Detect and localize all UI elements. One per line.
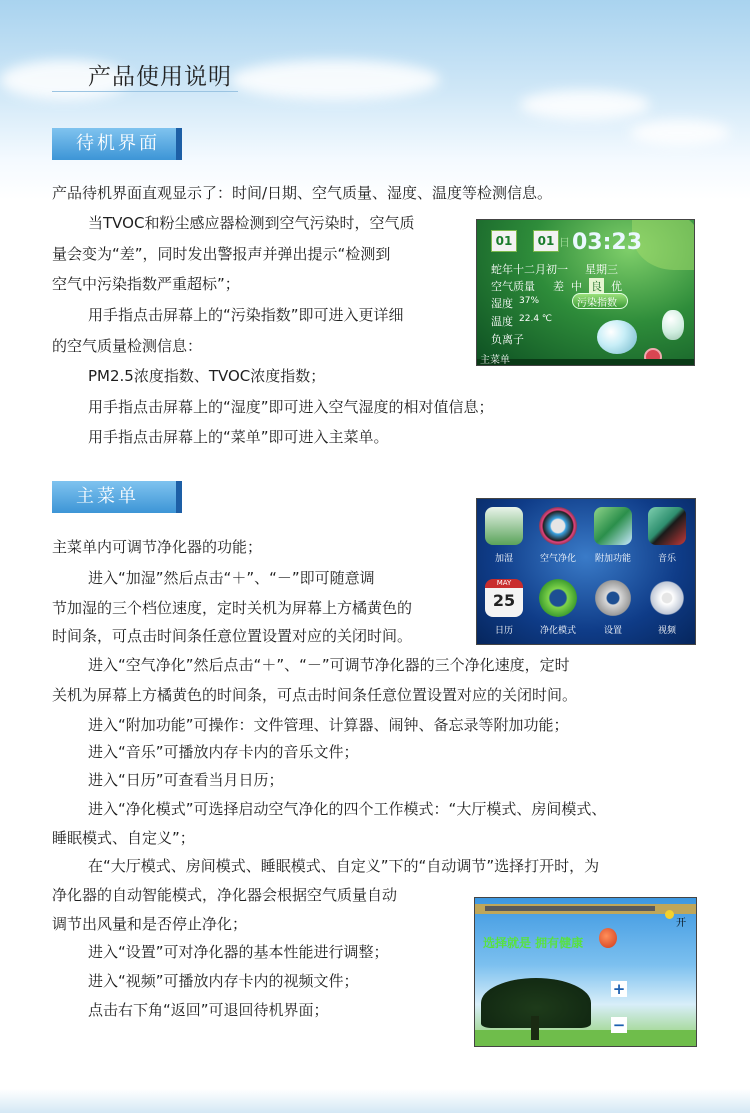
air-level-current: 良 — [591, 280, 602, 293]
air-quality-label: 空气质量 — [491, 280, 535, 293]
music-icon — [648, 507, 686, 545]
cloud-decoration — [520, 90, 650, 120]
menu-item-label: 加湿 — [494, 554, 513, 564]
menu-item-label: 净化模式 — [539, 626, 576, 636]
footer-decoration — [0, 1089, 750, 1113]
ion-label: 负离子 — [491, 333, 524, 346]
paragraph: 节加湿的三个档位速度，定时关机为屏幕上方橘黄色的 — [52, 599, 413, 617]
paragraph: 点击右下角“返回”可退回待机界面； — [88, 1001, 329, 1019]
menu-item-purify[interactable] — [531, 499, 585, 571]
recycle-icon — [539, 579, 577, 617]
menu-item-purify-mode[interactable] — [531, 571, 585, 643]
paragraph: 空气中污染指数严重超标”； — [52, 275, 240, 293]
clock: 03:23 — [572, 230, 643, 255]
paragraph: 关机为屏幕上方橘黄色的时间条，可点击时间条任意位置设置对应的关闭时间。 — [52, 686, 578, 704]
menu-item-music[interactable] — [640, 499, 694, 571]
slogan-text: 选择就是 拥有健康 — [483, 936, 584, 950]
device-icon — [662, 310, 684, 340]
paragraph: 在“大厅模式、房间模式、睡眠模式、自定义”下的“自动调节”选择打开时，为 — [88, 857, 600, 875]
standby-screen-image — [476, 219, 695, 366]
paragraph: 当TVOC和粉尘感应器检测到空气污染时，空气质 — [88, 214, 415, 232]
paragraph: 进入“加湿”然后点击“＋”、“－”即可随意调 — [88, 569, 375, 587]
lunar-date: 蛇年十二月初一 — [491, 263, 568, 276]
paragraph: 进入“空气净化”然后点击“＋”、“－”可调节净化器的三个净化速度，定时 — [88, 656, 570, 674]
humidify-icon — [485, 507, 523, 545]
paragraph: 用手指点击屏幕上的“污染指数”即可进入更详细 — [88, 306, 404, 324]
section-tag-main-menu: 主菜单 — [52, 481, 182, 513]
paragraph: 的空气质量检测信息： — [52, 337, 203, 355]
paragraph: 进入“日历”可查看当月日历； — [88, 771, 284, 789]
humidity-label[interactable]: 湿度 — [491, 297, 513, 310]
menu-item-video[interactable] — [640, 571, 694, 643]
ground-decoration — [475, 1030, 696, 1046]
paragraph: 净化器的自动智能模式，净化器会根据空气质量自动 — [52, 886, 398, 904]
cloud-decoration — [230, 60, 440, 100]
balloon-icon — [599, 928, 617, 948]
section-tag-standby: 待机界面 — [52, 128, 182, 160]
gear-icon — [594, 579, 632, 617]
minus-button[interactable]: − — [612, 1016, 626, 1034]
menu-item-extras[interactable] — [586, 499, 640, 571]
paragraph: 时间条，可点击时间条任意位置设置对应的关闭时间。 — [52, 627, 413, 645]
paragraph: 进入“音乐”可播放内存卡内的音乐文件； — [88, 743, 359, 761]
tree-trunk — [531, 1016, 539, 1040]
timer-knob[interactable] — [665, 910, 674, 919]
menu-item-label: 设置 — [603, 626, 622, 636]
paragraph: 产品待机界面直观显示了：时间/日期、空气质量、湿度、温度等检测信息。 — [52, 184, 553, 202]
main-menu-screen-image — [476, 498, 696, 645]
calendar-month: MAY — [496, 579, 512, 587]
humidity-value: 37% — [519, 296, 540, 306]
paragraph: 进入“设置”可对净化器的基本性能进行调整； — [88, 943, 389, 961]
temperature-value: 22.4 ℃ — [519, 314, 553, 324]
menu-item-humidify[interactable] — [477, 499, 531, 571]
calendar-icon — [485, 579, 523, 617]
settings-screen-image — [474, 897, 697, 1047]
paragraph: 进入“视频”可播放内存卡内的视频文件； — [88, 972, 359, 990]
weekday: 星期三 — [585, 263, 618, 276]
title-underline — [52, 91, 238, 92]
paragraph: 主菜单内可调节净化器的功能； — [52, 538, 263, 556]
paragraph: 睡眠模式、自定义”； — [52, 829, 195, 847]
paragraph: 用手指点击屏幕上的“湿度”即可进入空气湿度的相对值信息； — [88, 398, 494, 416]
menu-item-label: 音乐 — [657, 554, 676, 564]
page-title: 产品使用说明 — [88, 64, 232, 90]
temperature-label: 温度 — [491, 315, 513, 328]
paragraph: 用手指点击屏幕上的“菜单”即可进入主菜单。 — [88, 428, 389, 446]
pollution-index-label: 污染指数 — [577, 298, 617, 309]
paragraph: 量会变为“差”，同时发出警报声并弹出提示“检测到 — [52, 245, 391, 263]
timer-track — [485, 906, 655, 911]
menu-item-calendar[interactable] — [477, 571, 531, 643]
purify-icon — [539, 507, 577, 545]
menu-item-label: 日历 — [494, 626, 513, 636]
menu-item-label: 空气净化 — [539, 554, 576, 564]
day-suffix: 日 — [559, 236, 570, 249]
day-box: 01 — [533, 230, 559, 252]
paragraph: 进入“附加功能”可操作：文件管理、计算器、闹钟、备忘录等附加功能； — [88, 716, 569, 734]
air-level: 中 — [571, 280, 582, 293]
calendar-day: 25 — [492, 591, 516, 610]
menu-item-label: 附加功能 — [594, 554, 631, 564]
menu-item-settings[interactable] — [586, 571, 640, 643]
air-level: 差 — [553, 280, 564, 293]
cloud-decoration — [630, 120, 730, 146]
open-label: 开 — [676, 918, 686, 929]
paragraph: 进入“净化模式”可选择启动空气净化的四个工作模式：“大厅模式、房间模式、 — [88, 800, 607, 818]
air-level: 优 — [611, 280, 622, 293]
extras-icon — [594, 507, 632, 545]
water-drop-icon — [597, 320, 637, 354]
plus-button[interactable]: + — [612, 980, 626, 998]
paragraph: PM2.5浓度指数、TVOC浓度指数； — [88, 367, 326, 385]
paragraph: 调节出风量和是否停止净化； — [52, 915, 248, 933]
month-box: 01 — [491, 230, 517, 252]
menu-item-label: 视频 — [657, 626, 676, 636]
film-reel-icon — [648, 579, 686, 617]
menu-button[interactable]: 主菜单 — [480, 355, 510, 366]
